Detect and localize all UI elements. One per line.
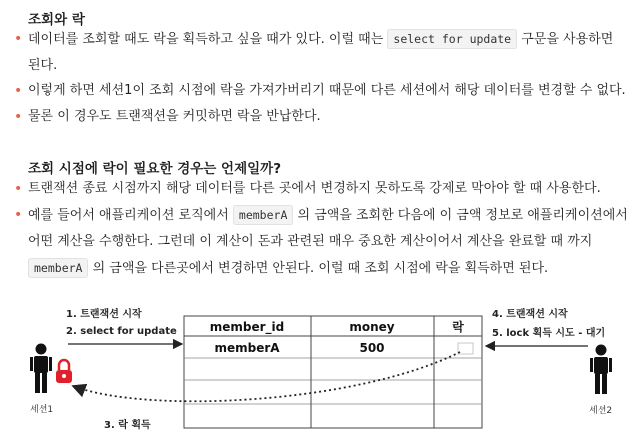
bullet-icon: • [14,181,23,197]
list-item: • 물론 이 경우도 트랜잭션을 커밋하면 락을 반납한다. [14,104,628,130]
inline-code-memberA: memberA [233,205,293,225]
step4-label: 4. 트랜잭션 시작 [492,309,568,320]
member-table [184,316,482,428]
bullet-icon: • [14,207,23,223]
list-item: • 예를 들어서 애플리케이션 로직에서 memberA 의 금액을 조회한 다음에 이 금액 정보로 애플리케이션에서 어떤 계산을 수행한다. 그런데 이 계산이 돈과 관련된 매우 중요한 계산이어서 계산을 완료할 때 까지 memberA 의 금액을 다른곳에서 변경하면 안된다. 이럴 때 조회 시점에 락을 획득하면 된다. [14,202,628,282]
section-title-select-lock: 조회와 락 [28,12,85,28]
section-title-when-lock: 조회 시점에 락이 필요한 경우는 언제일까? [28,161,282,177]
session1-person-icon [30,344,52,394]
session1-label: 세션1 [30,405,54,415]
step3-label: 3. 락 획득 [104,420,151,431]
table-cell-member-id: memberA [214,341,280,355]
list-item: • 트랜잭션 종료 시점까지 해당 데이터를 다른 곳에서 변경하지 못하도록 강제로 막아야 할 때 사용한다. [14,176,628,202]
list-item: • 이렇게 하면 세션1이 조회 시점에 락을 가져가버리기 때문에 다른 세션에서 해당 데이터를 변경할 수 없다. [14,78,628,104]
step5-label: 5. lock 획득 시도 - 대기 [492,328,606,339]
table-cell-money: 500 [359,341,385,355]
list-item: • 데이터를 조회할 때도 락을 획득하고 싶을 때가 있다. 이럴 때는 select for update 구문을 사용하면 된다. [14,26,628,79]
lock-diagram [26,294,626,439]
step2-label: 2. select for update [66,326,177,337]
bullet-icon: • [14,31,23,47]
bullet-icon: • [14,83,23,99]
bullet-icon: • [14,109,23,125]
session2-person-icon [590,345,612,395]
table-header-member-id: member_id [209,320,285,334]
table-header-lock: 락 [452,320,464,334]
session2-label: 세션2 [589,406,613,416]
table-header-money: money [349,320,395,334]
step1-label: 1. 트랜잭션 시작 [66,309,142,320]
lock-cell-marker [458,343,473,354]
lock-icon [56,360,72,383]
inline-code-select-for-update: select for update [387,29,517,49]
inline-code-memberA: memberA [28,258,88,278]
